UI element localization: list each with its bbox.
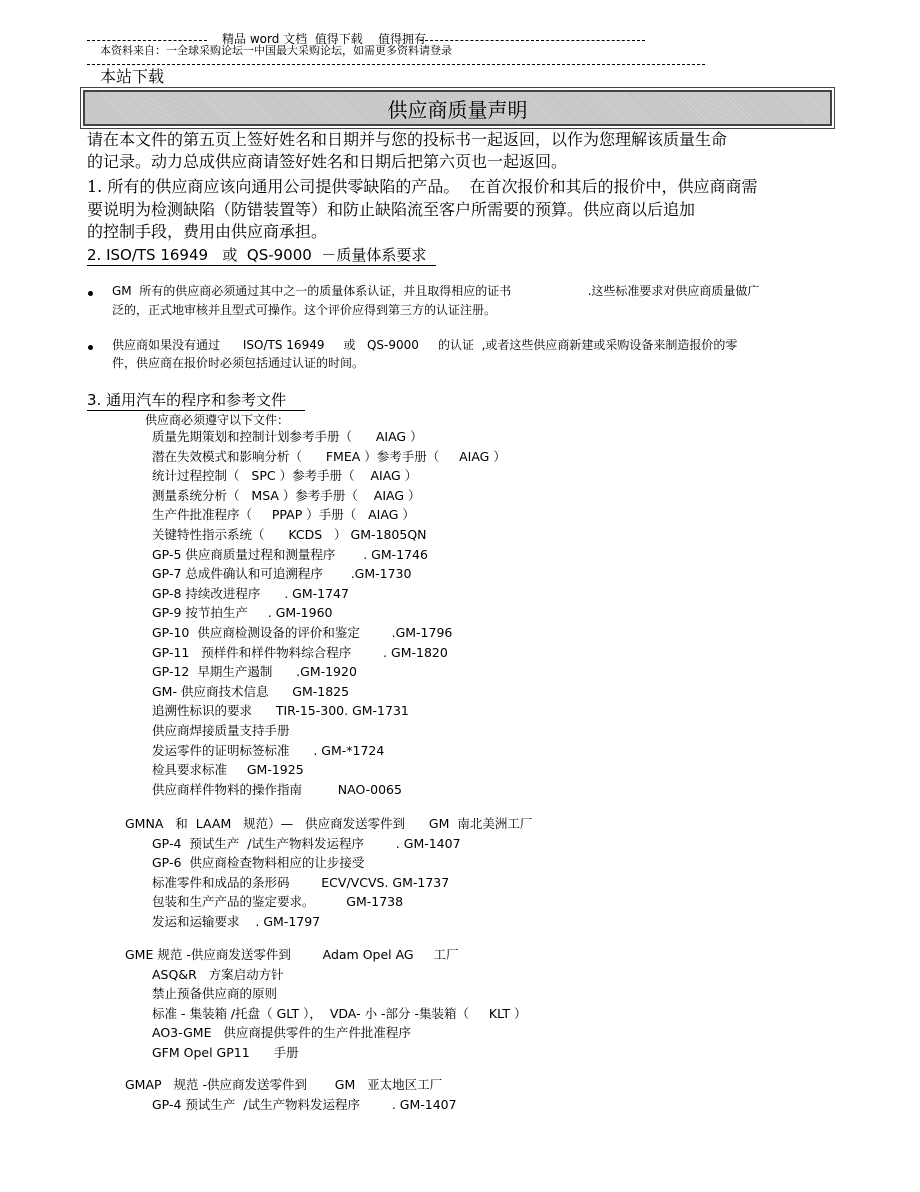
group-item: 禁止预备供应商的原则 (152, 986, 278, 1002)
section1-line: 的控制手段，费用由供应商承担。 (87, 222, 328, 241)
bullet-text: GM 所有的供应商必须通过其中之一的质量体系认证，并且取得相应的证书 .这些标准要求对供应商质量做广 (112, 284, 760, 298)
reference-item: 关键特性指示系统（ KCDS ） GM-1805QN (152, 527, 427, 542)
group-heading: GMNA 和 LAAM 规范）— 供应商发送零件到 GM 南北美洲工厂 (125, 816, 533, 831)
section1-line: 要说明为检测缺陷（防错装置等）和防止缺陷流至客户所需要的预算。供应商以后追加 (87, 200, 696, 219)
reference-item: GP-8 持续改进程序 . GM-1747 (152, 585, 349, 601)
reference-item: GP-5 供应商质量过程和测量程序 . GM-1746 (152, 546, 428, 562)
header-source: 本资料来自：一全球采购论坛一中国最大采购论坛，如需更多资料请登录 (100, 44, 452, 57)
reference-item: 质量先期策划和控制计划参考手册（ AIAG ） (152, 429, 423, 444)
reference-item: GM- 供应商技术信息 GM-1825 (152, 683, 350, 699)
reference-item: 生产件批准程序（ PPAP ）手册（ AIAG ） (152, 507, 415, 523)
reference-item: 供应商样件物料的操作指南 NAO-0065 (152, 781, 402, 797)
intro-line: 的记录。动力总成供应商请签好姓名和日期后把第六页也一起返回。 (87, 152, 568, 171)
intro-line: 请在本文件的第五页上签好姓名和日期并与您的投标书一起返回，以作为您理解该质量生命 (87, 130, 728, 149)
reference-item: GP-11 预样件和样件物料综合程序 . GM-1820 (152, 644, 448, 660)
group-item: 包装和生产产品的鉴定要求。 GM-1738 (152, 894, 404, 910)
section3-lead: 供应商必须遵守以下文件： (145, 413, 290, 427)
group-item: 标准零件和成品的条形码 ECV/VCVS. GM-1737 (152, 874, 450, 890)
reference-item: 测量系统分析（ MSA ）参考手册（ AIAG ） (152, 487, 421, 503)
group-item: GP-6 供应商检查物料相应的让步接受 (152, 855, 365, 871)
title-box (83, 90, 832, 126)
divider (87, 64, 705, 65)
bullet-icon (88, 345, 93, 350)
site-download-label: 本站下载 (100, 67, 165, 86)
reference-item: 统计过程控制（ SPC ）参考手册（ AIAG ） (152, 468, 418, 484)
document-title: 供应商质量声明 (387, 97, 528, 122)
bullet-icon (88, 291, 93, 296)
reference-item: 供应商焊接质量支持手册 (152, 723, 290, 738)
section2-heading: 2. ISO/TS 16949 或 QS-9000 －质量体系要求 (87, 246, 436, 264)
reference-item: 潜在失效模式和影响分析（ FMEA ）参考手册（ AIAG ） (152, 448, 506, 464)
section1-line: 1. 所有的供应商应该向通用公司提供零缺陷的产品。 在首次报价和其后的报价中，供应商商需 (87, 177, 758, 196)
reference-item: 检具要求标准 GM-1925 (152, 762, 304, 778)
bullet-text: 泛的，正式地审核并且型式可操作。这个评价应得到第三方的认证注册。 (112, 303, 497, 317)
divider (87, 40, 207, 41)
header-banner: 精品 word 文档 值得下载 值得拥有 (222, 32, 427, 46)
reference-item: 追溯性标识的要求 TIR-15-300. GM-1731 (152, 703, 409, 719)
group-item: GFM Opel GP11 手册 (152, 1045, 299, 1060)
bullet-text: 供应商如果没有通过 ISO/TS 16949 或 QS-9000 的认证 ,或者这些供应商新建或采购设备来制造报价的零 (112, 338, 738, 352)
group-item: 发运和运输要求 . GM-1797 (152, 914, 321, 929)
group-item: GP-4 预试生产 /试生产物料发运程序 . GM-1407 (152, 1096, 457, 1112)
group-item: 标准 - 集装箱 /托盘（ GLT ）， VDA- 小 -部分 -集装箱（ KLT ） (152, 1005, 527, 1021)
divider (420, 40, 645, 41)
reference-item: GP-10 供应商检测设备的评价和鉴定 .GM-1796 (152, 625, 453, 640)
group-item: AO3-GME 供应商提供零件的生产件批准程序 (152, 1025, 411, 1041)
reference-item: GP-9 按节拍生产 . GM-1960 (152, 605, 333, 621)
reference-item: GP-7 总成件确认和可追溯程序 .GM-1730 (152, 566, 412, 582)
group-heading: GME 规范 -供应商发送零件到 Adam Opel AG 工厂 (125, 947, 459, 962)
group-item: ASQ&R 方案启动方针 (152, 966, 284, 982)
section3-heading: 3. 通用汽车的程序和参考文件 (87, 391, 306, 409)
group-item: GP-4 预试生产 /试生产物料发运程序 . GM-1407 (152, 835, 461, 851)
reference-item: 发运零件的证明标签标准 . GM-*1724 (152, 742, 385, 758)
bullet-text: 件，供应商在报价时必须包括通过认证的时间。 (112, 356, 365, 370)
reference-item: GP-12 早期生产遏制 .GM-1920 (152, 664, 357, 680)
group-heading: GMAP 规范 -供应商发送零件到 GM 亚太地区工厂 (125, 1077, 443, 1092)
